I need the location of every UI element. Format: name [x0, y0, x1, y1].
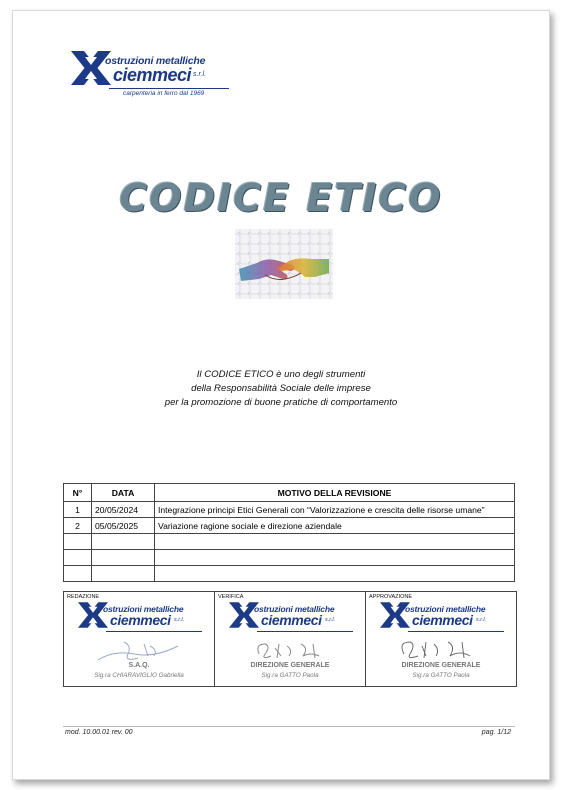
table-row: [64, 566, 515, 582]
revision-reason: [155, 550, 515, 566]
revision-number: [64, 550, 92, 566]
company-name-line1: ostruzioni metalliche: [105, 55, 206, 67]
revision-number: 1: [64, 502, 92, 518]
signature-scribble: [396, 638, 486, 662]
company-srl: s.r.l.: [174, 617, 185, 623]
revision-number: 2: [64, 518, 92, 534]
company-name-line2: ciemmeci: [412, 612, 473, 628]
intro-line: della Responsabilità Sociale delle imprese: [191, 383, 371, 394]
company-tagline: carpenteria in ferro dal 1969: [123, 90, 205, 97]
company-logo: [78, 602, 208, 636]
signature-cell-verifica: [215, 592, 366, 686]
signature-scribble: [94, 640, 184, 664]
company-srl: s.r.l.: [325, 617, 336, 623]
company-name-line2: ciemmeci: [261, 612, 322, 628]
logo-underline: [257, 631, 353, 632]
footer-divider: [63, 726, 515, 727]
company-name-line1: ostruzioni metalliche: [103, 604, 184, 614]
signature-name: Sig.ra GATTO Paola: [261, 672, 319, 679]
footer-page-number: pag. 1/12: [481, 729, 511, 736]
company-logo: [229, 602, 359, 636]
revision-date: 05/05/2025: [92, 518, 155, 534]
revision-date: [92, 550, 155, 566]
signature-name: Sig.ra GATTO Paola: [412, 672, 470, 679]
logo-underline: [109, 88, 229, 89]
signature-role: DIREZIONE GENERALE: [401, 662, 481, 669]
table-row: [64, 550, 515, 566]
table-row: [64, 534, 515, 550]
revision-date: [92, 534, 155, 550]
revision-reason: [155, 534, 515, 550]
revision-reason: Variazione ragione sociale e direzione aziendale: [155, 518, 515, 534]
revision-table: [63, 483, 515, 582]
company-logo: [71, 51, 231, 101]
signature-label: VERIFICA: [218, 594, 244, 600]
revision-number: [64, 566, 92, 582]
intro-line: Il CODICE ETICO è uno degli strumenti: [196, 369, 366, 380]
company-logo: [380, 602, 510, 636]
column-header: DATA: [92, 484, 155, 502]
company-srl: s.r.l.: [193, 71, 206, 78]
signature-role: DIREZIONE GENERALE: [250, 662, 330, 669]
company-name-line2: ciemmeci: [110, 612, 171, 628]
logo-underline: [106, 631, 202, 632]
intro-text: [13, 368, 549, 410]
company-name-line1: ostruzioni metalliche: [405, 604, 486, 614]
signature-cell-approvazione: [366, 592, 516, 686]
column-header: MOTIVO DELLA REVISIONE: [155, 484, 515, 502]
revision-date: 20/05/2024: [92, 502, 155, 518]
revision-number: [64, 534, 92, 550]
intro-line: per la promozione di buone pratiche di comportamento: [164, 397, 398, 408]
revision-reason: [155, 566, 515, 582]
company-name-line1: ostruzioni metalliche: [254, 604, 335, 614]
revision-reason: Integrazione principi Etici Generali con “Valorizzazione e crescita delle risorse umane”: [155, 502, 515, 518]
signature-block: [63, 591, 517, 687]
document-page: [12, 10, 550, 780]
handshake-puzzle-icon: [235, 229, 333, 299]
company-srl: s.r.l.: [476, 617, 487, 623]
table-header-row: [64, 484, 515, 502]
table-row: [64, 518, 515, 534]
table-row: [64, 502, 515, 518]
signature-scribble: [253, 640, 333, 662]
document-title: CODICE ETICO: [119, 176, 443, 220]
footer-module-ref: mod. 10.00.01 rev. 00: [65, 729, 133, 736]
signature-name: Sig.ra CHIARAVIGLIO Gabriella: [94, 672, 184, 679]
signature-label: REDAZIONE: [67, 594, 100, 600]
signature-cell-redazione: [64, 592, 215, 686]
revision-date: [92, 566, 155, 582]
signature-label: APPROVAZIONE: [369, 594, 412, 600]
logo-underline: [408, 631, 504, 632]
column-header: N°: [64, 484, 92, 502]
signature-role: S.A.Q.: [128, 662, 150, 669]
company-name-line2: ciemmeci: [113, 65, 192, 85]
